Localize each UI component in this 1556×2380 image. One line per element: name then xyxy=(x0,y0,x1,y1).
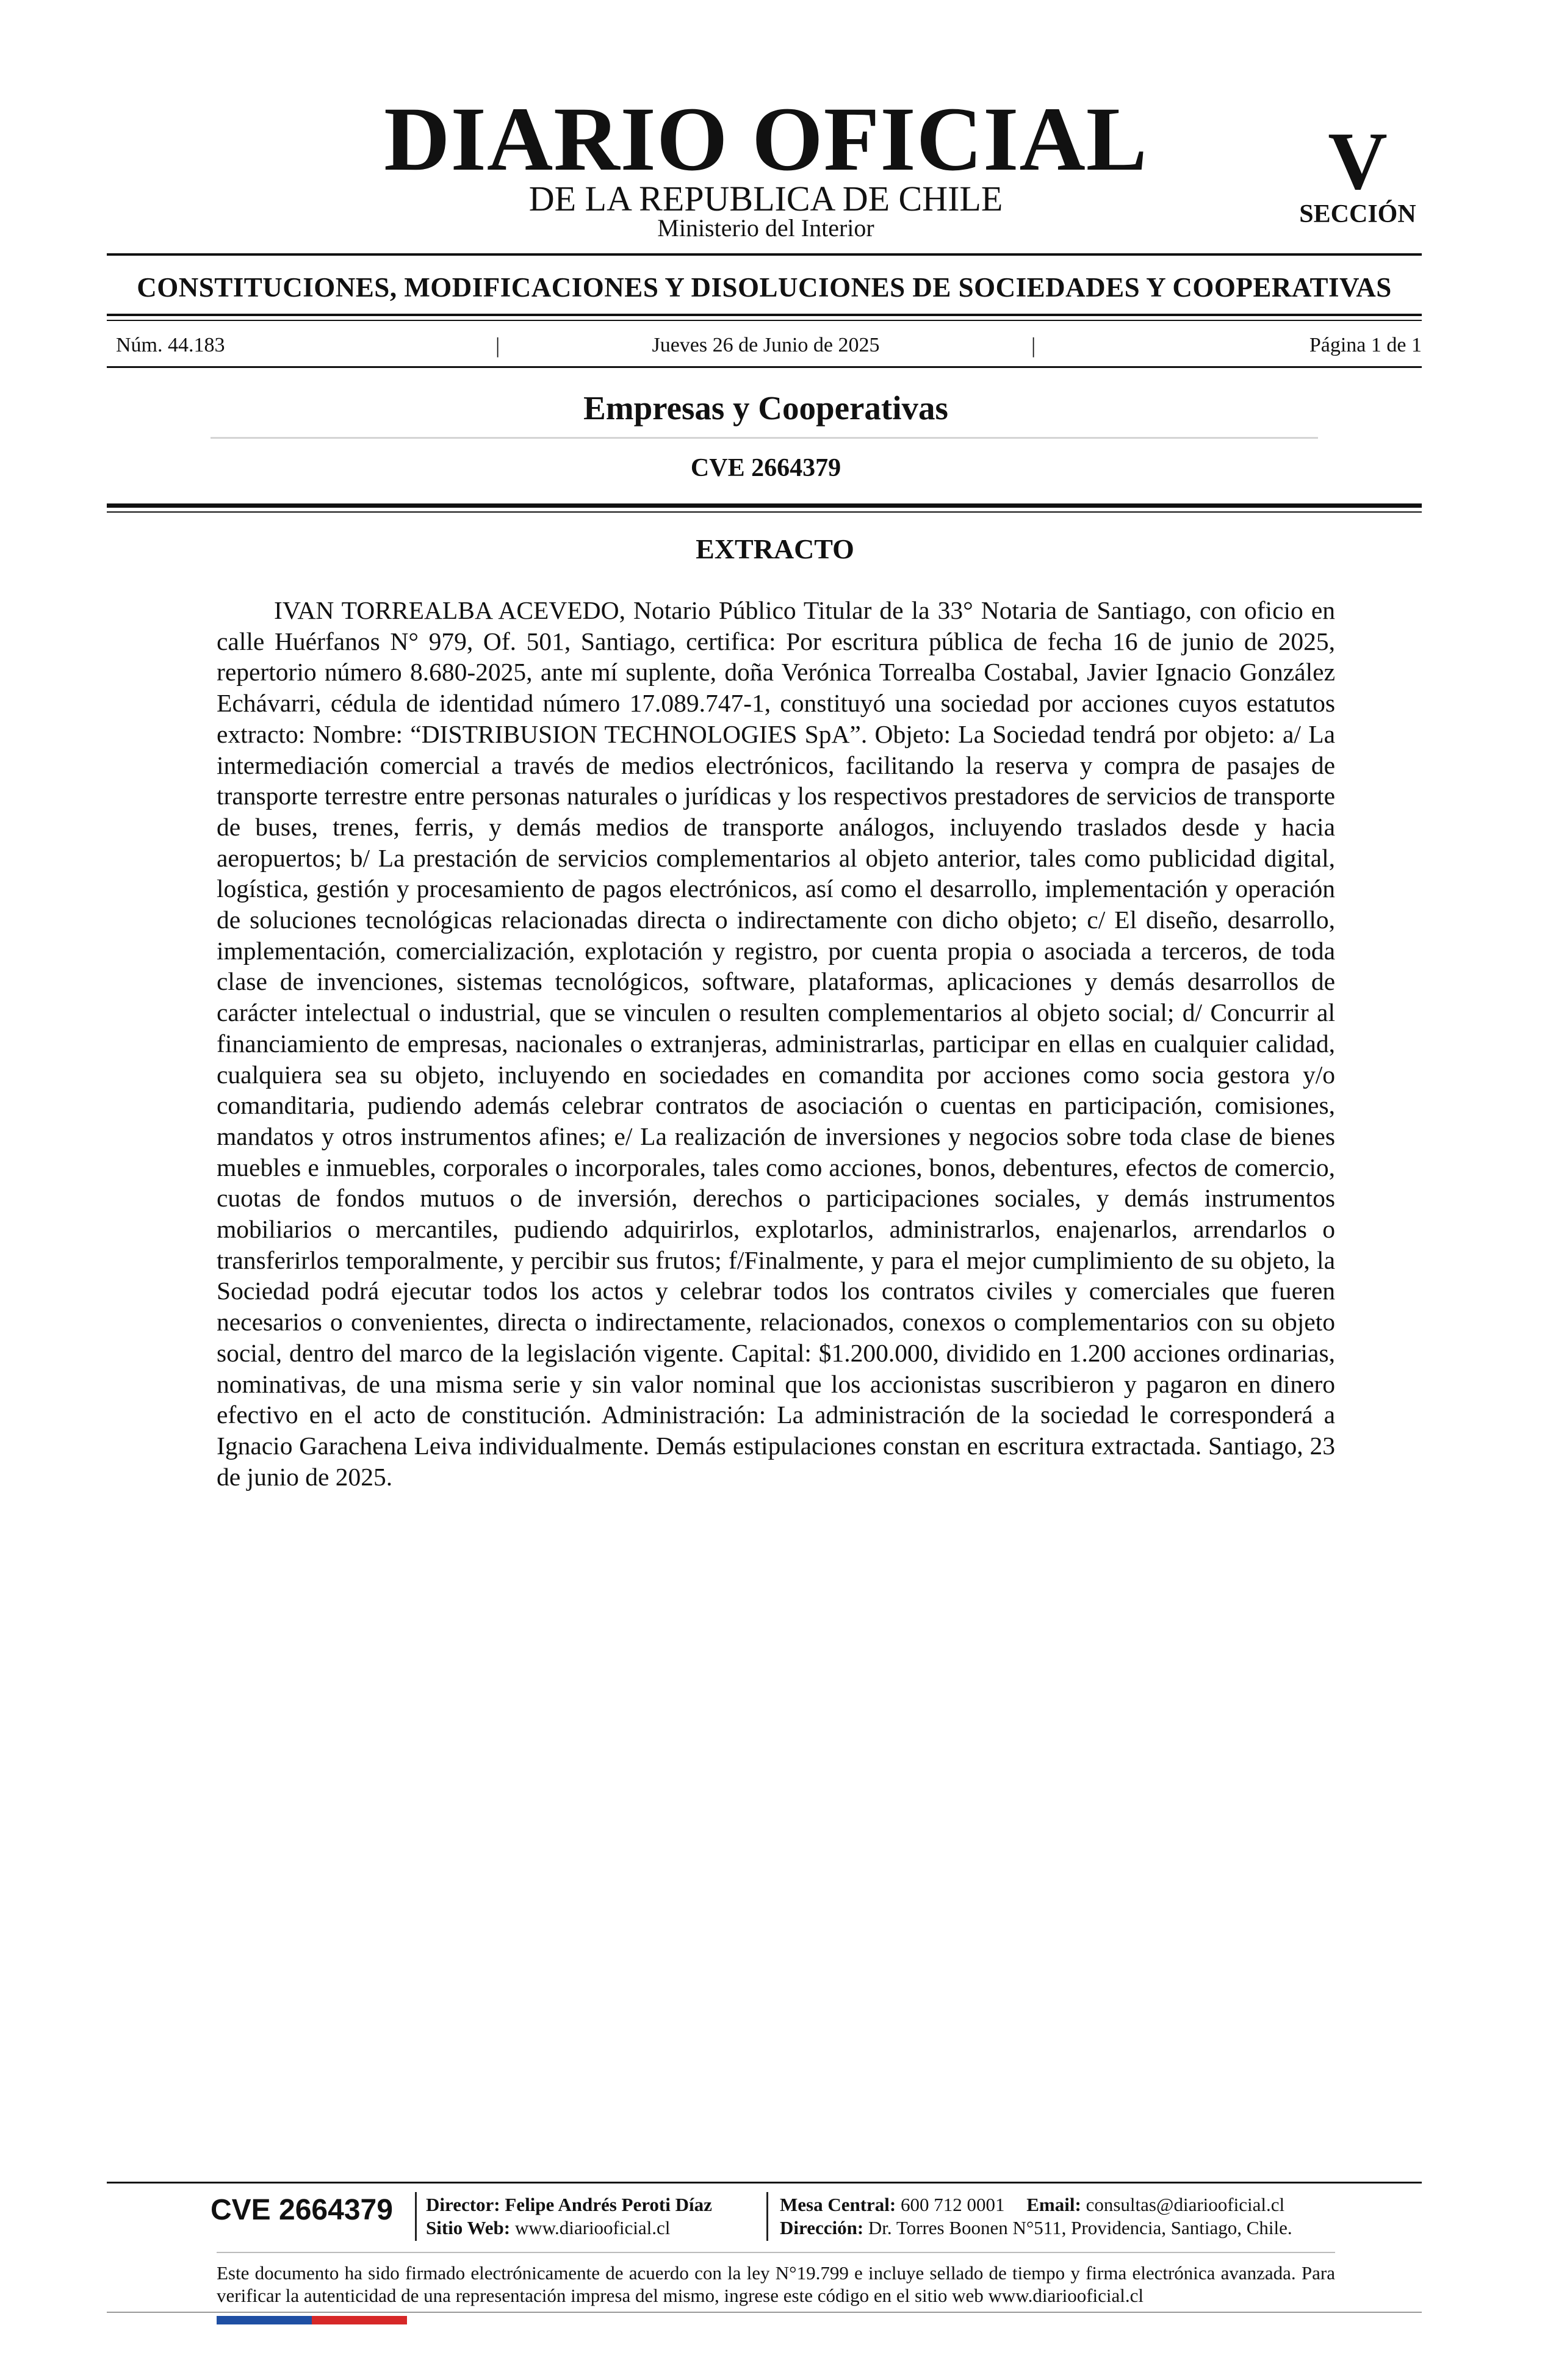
issue-rule xyxy=(107,366,1422,368)
cve-code: CVE 2664379 xyxy=(690,454,841,482)
footer-address-label: Dirección: xyxy=(780,2217,864,2238)
cve-rule-thin xyxy=(107,511,1422,513)
extract-body: IVAN TORREALBA ACEVEDO, Notario Público Titular de la 33° Notaria de Santiago, con oficio en calle Huérfanos N° 979, Of. 501, Santiago, certifica: Por escritura pública de fecha 16 de junio de 2025, repertorio número 8.680-2025, ante mí suplente, doña Verónica Torrealba Costabal, Javier Ignacio González Echávarri, cédula de identidad número 17.089.747-1, constituyó una sociedad por acciones cuyos estatutos extracto: Nombre: “DISTRIBUSION TECHNOLOGIES SpA”. Objeto: La Sociedad tendrá por objeto: a/ La intermediación comercial a través de medios electrónicos, facilitando la reserva y compra de pasajes de transporte terrestre entre personas naturales o jurídicas y los respectivos prestadores de servicios de transporte de buses, trenes, ferris, y demás medios de transporte análogos, incluyendo traslados desde y hacia aeropuertos; b/ La prestación de servicios complementarios al objeto anterior, tales como publicidad digital, logística, gestión y procesamiento de pagos electrónicos, así como el desarrollo, implementación y operación de soluciones tecnológicas relacionadas directa o indirectamente con dicho objeto; c/ El diseño, desarrollo, implementación, comercialización, explotación y registro, por cuenta propia o asociada a terceros, de toda clase de invenciones, sistemas tecnológicos, software, plataformas, aplicaciones y demás desarrollos de carácter intelectual o industrial, que se vinculen o resulten complementarios al objeto social; d/ Concurrir al financiamiento de empresas, nacionales o extranjeras, administrarlas, participar en ellas en cualquier calidad, cualquiera sea su objeto, incluyendo en sociedades en comandita por acciones como socia gestora y/o comanditaria, pudiendo además celebrar contratos de asociación o cuentas en participación, comisiones, mandatos y otros instrumentos afines; e/ La realización de inversiones y negocios sobre toda clase de bienes muebles e inmuebles, corporales o incorporales, tales como acciones, bonos, debentures, efectos de comercio, cuotas de fondos mutuos o de inversión, derechos o participaciones sociales, y demás instrumentos mobiliarios o mercantiles, pudiendo adquirirlos, explotarlos, administrarlos, enajenarlos, arrendarlos o transferirlos temporalmente, y percibir sus frutos; f/Finalmente, y para el mejor cumplimiento de su objeto, la Sociedad podrá ejecutar todos los actos y celebrar todos los contratos civiles y comerciales que fueren necesarios o convenientes, directa o indirectamente, relacionados, conexos o complementarios con su objeto social, dentro del marco de la legislación vigente. Capital: $1.200.000, dividido en 1.200 acciones ordinarias, nominativas, de una misma serie y sin valor nominal que los accionistas suscribieron y pagaron en dinero efectivo en el acto de constitución. Administración: La administración de la sociedad le corresponderá a Ignacio Garachena Leiva individualmente. Demás estipulaciones constan en escritura extractada. Santiago, 23 de junio de 2025. xyxy=(217,596,1335,1491)
issue-number: Núm. 44.183 xyxy=(116,334,225,356)
footer-site xyxy=(426,2216,670,2240)
flag-red-segment xyxy=(312,2316,407,2324)
footer-director-value: Felipe Andrés Peroti Díaz xyxy=(505,2194,712,2215)
footer-cve-code: CVE 2664379 xyxy=(211,2194,393,2226)
masthead-subtitle: DE LA REPUBLICA DE CHILE xyxy=(528,179,1003,218)
footer-rule-bottom xyxy=(107,2312,1422,2313)
footer-verification-note: Este documento ha sido firmado electrónicamente de acuerdo con la ley N°19.799 e incluye sellado de tiempo y firma electrónica avanzada. Para verificar la autenticidad de una representación impresa del mismo, ingrese este código en el sitio web www.diariooficial.cl xyxy=(217,2262,1335,2306)
section-letter: V xyxy=(1328,116,1388,207)
footer-rule-top xyxy=(107,2182,1422,2183)
footer-address-value: Dr. Torres Boonen N°511, Providencia, Santiago, Chile. xyxy=(868,2217,1292,2238)
masthead-rule xyxy=(107,253,1422,256)
footer-divider xyxy=(415,2192,417,2241)
extracto-title: EXTRACTO xyxy=(696,533,854,564)
issue-separator: | xyxy=(495,333,500,358)
section-heading: CONSTITUCIONES, MODIFICACIONES Y DISOLUCIONES DE SOCIEDADES Y COOPERATIVAS xyxy=(137,272,1392,303)
footer-address xyxy=(780,2216,1292,2240)
footer-site-label: Sitio Web: xyxy=(426,2217,511,2238)
section-heading-rule-top xyxy=(107,314,1422,316)
footer-email-label: Email: xyxy=(1026,2194,1081,2215)
footer-email-link[interactable]: consultas@diariooficial.cl xyxy=(1086,2194,1285,2215)
footer-director-label: Director: xyxy=(426,2194,500,2215)
cve-rule-thick xyxy=(107,503,1422,508)
issue-date: Jueves 26 de Junio de 2025 xyxy=(652,334,880,356)
footer-divider xyxy=(766,2192,768,2241)
category-divider xyxy=(211,437,1318,439)
flag-blue-segment xyxy=(217,2316,312,2324)
footer-contact xyxy=(780,2193,1284,2216)
issue-page: Página 1 de 1 xyxy=(1309,334,1422,356)
footer-mesa-value: 600 712 0001 xyxy=(901,2194,1005,2215)
footer-director xyxy=(426,2193,712,2216)
footer-site-link[interactable]: www.diariooficial.cl xyxy=(514,2217,671,2238)
issue-separator: | xyxy=(1031,333,1036,358)
category-title: Empresas y Cooperativas xyxy=(583,389,948,427)
flag-strip xyxy=(217,2316,407,2324)
footer-mesa-label: Mesa Central: xyxy=(780,2194,896,2215)
section-heading-rule-bottom xyxy=(107,320,1422,321)
masthead-title: DIARIO OFICIAL xyxy=(384,88,1148,190)
masthead-ministry: Ministerio del Interior xyxy=(657,214,874,242)
section-word: SECCIÓN xyxy=(1299,200,1416,228)
footer-rule-thin xyxy=(217,2252,1335,2253)
